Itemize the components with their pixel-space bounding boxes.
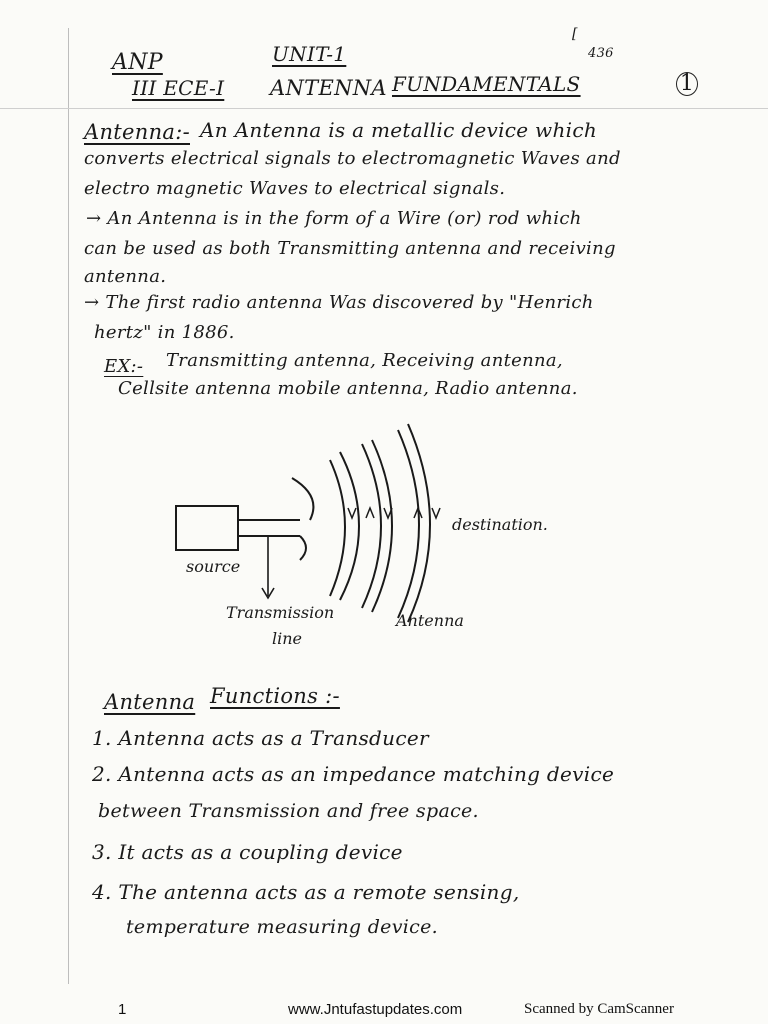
wave-arc xyxy=(330,460,345,596)
definition-line: An Antenna is a metallic device which xyxy=(200,118,598,142)
example-line: Cellsite antenna mobile antenna, Radio antenna. xyxy=(118,378,578,399)
transmission-label: Transmission xyxy=(226,603,335,622)
class-tag: III ECE-I xyxy=(132,76,225,100)
unit-label: UNIT-1 xyxy=(272,42,347,66)
definition-line: antenna. xyxy=(84,266,167,287)
down-arrow xyxy=(348,508,356,518)
definition-line: electro magnetic Waves to electrical signals. xyxy=(84,178,506,199)
up-arrow xyxy=(366,508,374,518)
function-item: 4. The antenna acts as a remote sensing, xyxy=(92,880,520,904)
definition-line: → The first radio antenna Was discovered by "Henrich xyxy=(84,292,594,313)
page-marker: 1 xyxy=(676,72,698,96)
function-item: between Transmission and free space. xyxy=(98,800,479,822)
function-item: 2. Antenna acts as an impedance matching device xyxy=(92,762,615,786)
definition-label: Antenna:- xyxy=(84,120,190,144)
definition-line: → An Antenna is in the form of a Wire (or) rod which xyxy=(86,208,582,229)
antenna-lower-arm xyxy=(300,536,306,560)
definition-line: converts electrical signals to electromagnetic Waves and xyxy=(84,148,621,169)
footer-scanner: Scanned by CamScanner xyxy=(524,1001,674,1017)
source-label: source xyxy=(186,557,241,576)
source-box xyxy=(176,506,238,550)
title-fundamentals: FUNDAMENTALS xyxy=(392,72,581,96)
footer-website[interactable]: www.Jntufastupdates.com xyxy=(288,1001,463,1018)
corner-note-number: 436 xyxy=(588,46,614,61)
function-item: 3. It acts as a coupling device xyxy=(92,840,403,864)
antenna-label: Antenna xyxy=(396,611,464,630)
function-item: temperature measuring device. xyxy=(126,916,438,938)
header-rule xyxy=(0,108,768,109)
definition-line: can be used as both Transmitting antenna and receiving xyxy=(84,238,616,259)
functions-heading-antenna: Antenna xyxy=(104,690,196,714)
title-antenna: ANTENNA xyxy=(270,76,387,100)
antenna-diagram xyxy=(0,400,768,660)
destination-label: destination. xyxy=(452,515,548,534)
down-arrow xyxy=(432,508,440,518)
subject-tag: ANP xyxy=(112,50,163,75)
wave-arc xyxy=(398,430,419,618)
wave-arc xyxy=(340,452,359,600)
corner-note-bracket: [ xyxy=(572,26,578,42)
wave-arc xyxy=(362,444,381,608)
definition-line: hertz" in 1886. xyxy=(94,322,235,343)
functions-heading-label: Functions :- xyxy=(210,684,340,708)
line-label: line xyxy=(272,629,303,648)
example-line: Transmitting antenna, Receiving antenna, xyxy=(166,350,563,371)
example-label: EX:- xyxy=(104,356,144,377)
function-item: 1. Antenna acts as a Transducer xyxy=(92,726,429,750)
antenna-upper-arm xyxy=(292,478,313,520)
footer-page-number: 1 xyxy=(118,1001,127,1018)
